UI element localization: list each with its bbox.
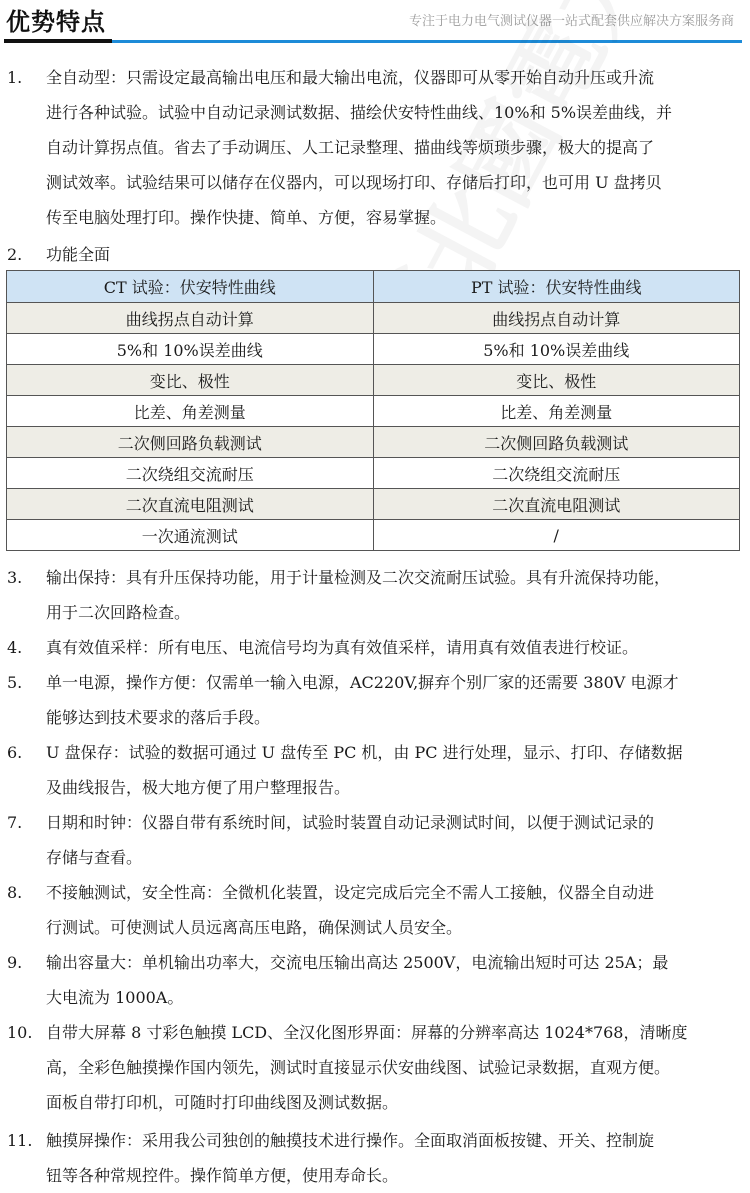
list-item-text-line: 高，全彩色触摸操作国内领先，测试时直接显示伏安曲线图、试验记录数据，直观方便。 — [46, 1058, 671, 1077]
table-cell-pt: 曲线拐点自动计算 — [373, 303, 740, 334]
table-body — [7, 303, 740, 551]
list-item-text-line: 输出容量大：单机输出功率大，交流电压输出高达 2500V，电流输出短时可达 25A；最 — [46, 953, 669, 972]
list-item-text-line: 真有效值采样：所有电压、电流信号均为真有效值采样，请用真有效值表进行校证。 — [46, 638, 639, 657]
list-item-text-line: 用于二次回路检查。 — [46, 603, 191, 622]
list-item-number: 2. — [7, 245, 23, 264]
list-item-text-line: 自带大屏幕 8 寸彩色触摸 LCD、全汉化图形界面：屏幕的分辨率高达 1024*768，清晰度 — [46, 1023, 688, 1042]
table-row — [7, 489, 740, 520]
list-item-text-line: 传至电脑处理打印。操作快捷、简单、方便，容易掌握。 — [46, 208, 447, 227]
header-underline-blue — [112, 40, 742, 43]
list-item-number: 3. — [7, 568, 23, 587]
table-header-row — [7, 271, 740, 303]
list-item-text-line: 进行各种试验。试验中自动记录测试数据、描绘伏安特性曲线、10%和 5%误差曲线，并 — [46, 103, 673, 122]
list-item-text-line: 触摸屏操作：采用我公司独创的触摸技术进行操作。全面取消面板按键、开关、控制旋 — [46, 1131, 655, 1150]
list-item-number: 11. — [7, 1131, 33, 1150]
list-item-number: 8. — [7, 883, 23, 902]
table-cell-pt: 5%和 10%误差曲线 — [373, 334, 740, 365]
table-cell-pt: 二次直流电阻测试 — [373, 489, 740, 520]
list-item-text-line: 能够达到技术要求的落后手段。 — [46, 708, 271, 727]
list-item-text-line: 面板自带打印机，可随时打印曲线图及测试数据。 — [46, 1093, 399, 1112]
table-row — [7, 458, 740, 489]
table-row — [7, 396, 740, 427]
table-cell-pt: 二次绕组交流耐压 — [373, 458, 740, 489]
table-row — [7, 303, 740, 334]
list-item-number: 9. — [7, 953, 23, 972]
header-underline-dark — [4, 39, 112, 43]
table-header-ct: CT 试验：伏安特性曲线 — [7, 271, 374, 303]
table-cell-pt: 二次侧回路负载测试 — [373, 427, 740, 458]
list-item-text-line: 输出保持：具有升压保持功能，用于计量检测及二次交流耐压试验。具有升流保持功能， — [46, 568, 671, 587]
table-cell-ct: 二次侧回路负载测试 — [7, 427, 374, 458]
list-item-number: 7. — [7, 813, 23, 832]
list-item-text-line: 及曲线报告，极大地方便了用户整理报告。 — [46, 778, 351, 797]
table-cell-pt: 变比、极性 — [373, 365, 740, 396]
list-item-text-line: 全自动型：只需设定最高输出电压和最大输出电流，仪器即可从零开始自动升压或升流 — [46, 68, 655, 87]
table-header-pt: PT 试验：伏安特性曲线 — [373, 271, 740, 303]
list-item-number: 10. — [7, 1023, 33, 1042]
table-cell-ct: 一次通流测试 — [7, 520, 374, 551]
table-cell-ct: 二次直流电阻测试 — [7, 489, 374, 520]
list-item-text-line: 单一电源，操作方便：仅需单一输入电源，AC220V,摒弃个别厂家的还需要 380V 电源才 — [46, 673, 679, 692]
list-item-number: 4. — [7, 638, 23, 657]
page-subtitle: 专注于电力电气测试仪器一站式配套供应解决方案服务商 — [408, 14, 734, 29]
list-item-text-line: 行测试。可使测试人员远离高压电路，确保测试人员安全。 — [46, 918, 463, 937]
list-item-text-line: 自动计算拐点值。省去了手动调压、人工记录整理、描曲线等烦琐步骤，极大的提高了 — [46, 138, 655, 157]
list-item-number: 5. — [7, 673, 23, 692]
table-cell-ct: 5%和 10%误差曲线 — [7, 334, 374, 365]
page-header — [0, 0, 750, 44]
list-item-text-line: 日期和时钟：仪器自带有系统时间，试验时装置自动记录测试时间，以便于测试记录的 — [46, 813, 655, 832]
list-item-text-line: 功能全面 — [46, 245, 111, 264]
table-cell-pt: 比差、角差测量 — [373, 396, 740, 427]
list-item-text-line: 钮等各种常规控件。操作简单方便，使用寿命长。 — [46, 1166, 399, 1185]
table-cell-ct: 变比、极性 — [7, 365, 374, 396]
table-cell-ct: 二次绕组交流耐压 — [7, 458, 374, 489]
list-item-number: 6. — [7, 743, 23, 762]
list-item-text-line: 存储与查看。 — [46, 848, 143, 867]
table-row — [7, 365, 740, 396]
table-row — [7, 427, 740, 458]
feature-table — [6, 270, 740, 551]
list-item-number: 1. — [7, 68, 23, 87]
table-cell-ct: 比差、角差测量 — [7, 396, 374, 427]
table-cell-pt: / — [373, 520, 740, 551]
table-row — [7, 520, 740, 551]
table-cell-ct: 曲线拐点自动计算 — [7, 303, 374, 334]
list-item-text-line: 测试效率。试验结果可以储存在仪器内，可以现场打印、存储后打印，也可用 U 盘拷贝 — [46, 173, 662, 192]
list-item-text-line: 大电流为 1000A。 — [46, 988, 184, 1007]
page-title: 优势特点 — [6, 8, 106, 36]
table-row — [7, 334, 740, 365]
list-item-text-line: 不接触测试，安全性高：全微机化装置，设定完成后完全不需人工接触，仪器全自动进 — [46, 883, 655, 902]
list-item-text-line: U 盘保存：试验的数据可通过 U 盘传至 PC 机，由 PC 进行处理，显示、打印、存储数据 — [46, 743, 683, 762]
